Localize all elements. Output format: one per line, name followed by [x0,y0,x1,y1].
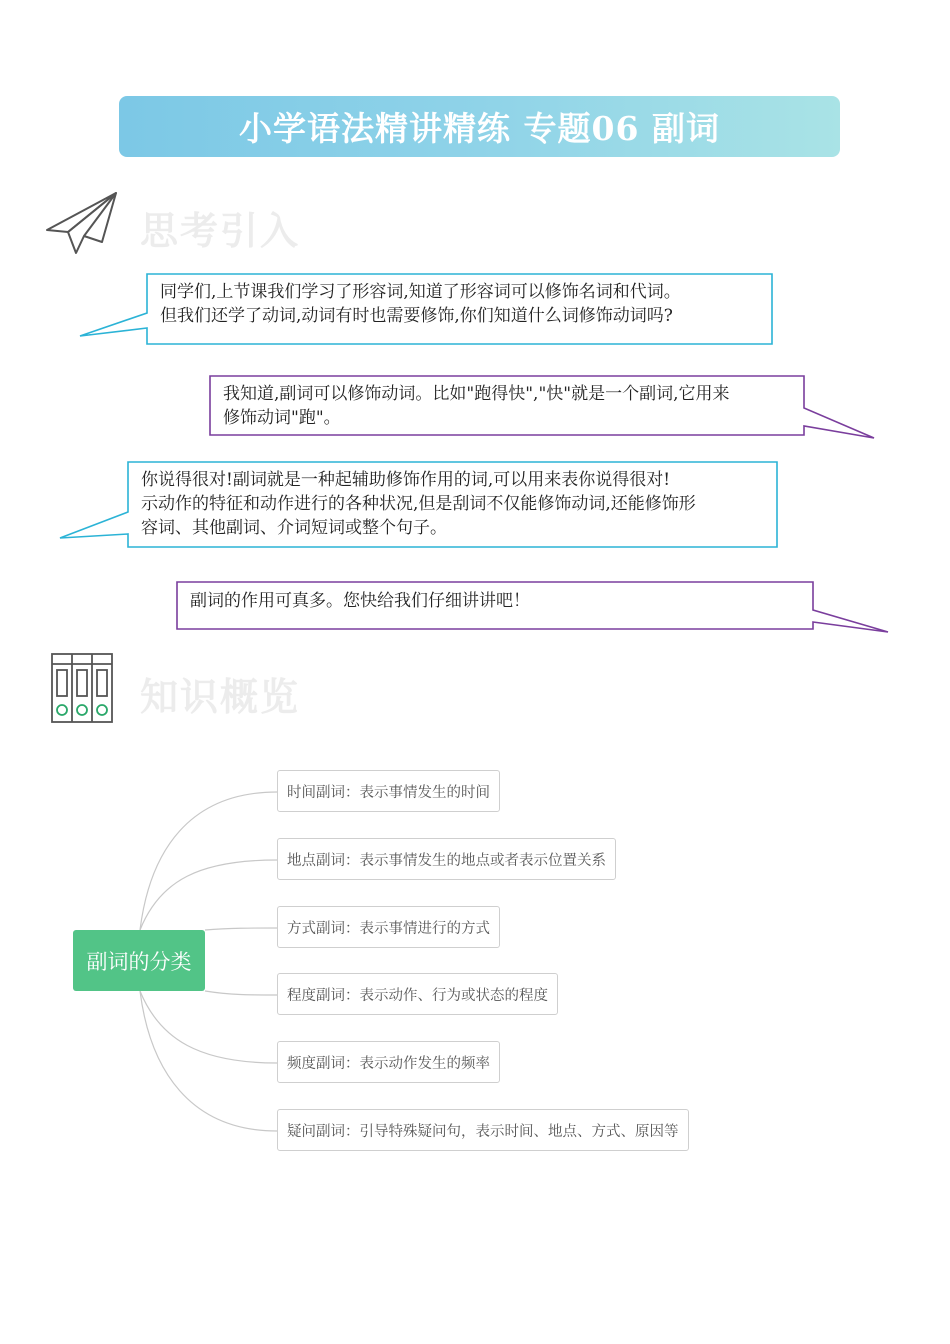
connector-line [205,991,277,995]
dialogue-line: 示动作的特征和动作进行的各种状况,但是刮词不仅能修饰动词,还能修饰形 [141,494,696,514]
dialogue-line: 容词、其他副词、介词短词或整个句子。 [141,518,447,538]
dialogue-line: 修饰动词"跑"。 [223,408,341,428]
section-title-thinking: 思考引入 [140,209,301,253]
mindmap-node-place: 地点副词：表示事情发生的地点或者表示位置关系 [277,838,616,880]
dialogue-line: 你说得很对!副词就是一种起辅助修饰作用的词,可以用来表你说得很对! [141,470,671,490]
connector-line [140,991,277,1131]
mindmap-node-degree: 程度副词：表示动作、行为或状态的程度 [277,973,558,1015]
mindmap-node-frequency: 频度副词：表示动作发生的频率 [277,1041,500,1083]
page-title: 小学语法精讲精练 专题06 副词 [239,109,720,148]
connector-line [140,860,277,930]
dialogue-line: 副词的作用可真多。您快给我们仔细讲讲吧！ [190,591,530,611]
dialogue-line: 我知道,副词可以修饰动词。比如"跑得快","快"就是一个副词,它用来 [223,384,730,404]
dialogue-line: 同学们,上节课我们学习了形容词,知道了形容词可以修饰名词和代词。 [160,282,681,302]
connector-line [205,928,277,930]
connector-line [140,991,277,1063]
mindmap-root: 副词的分类 [73,930,205,991]
mindmap-node-interrogative: 疑问副词：引导特殊疑问句，表示时间、地点、方式、原因等 [277,1109,689,1151]
section-title-overview: 知识概览 [140,675,301,719]
dialogue-line: 但我们还学了动词,动词有时也需要修饰,你们知道什么词修饰动词吗? [160,306,673,326]
mindmap-node-time: 时间副词：表示事情发生的时间 [277,770,500,812]
mindmap-node-manner: 方式副词：表示事情进行的方式 [277,906,500,948]
